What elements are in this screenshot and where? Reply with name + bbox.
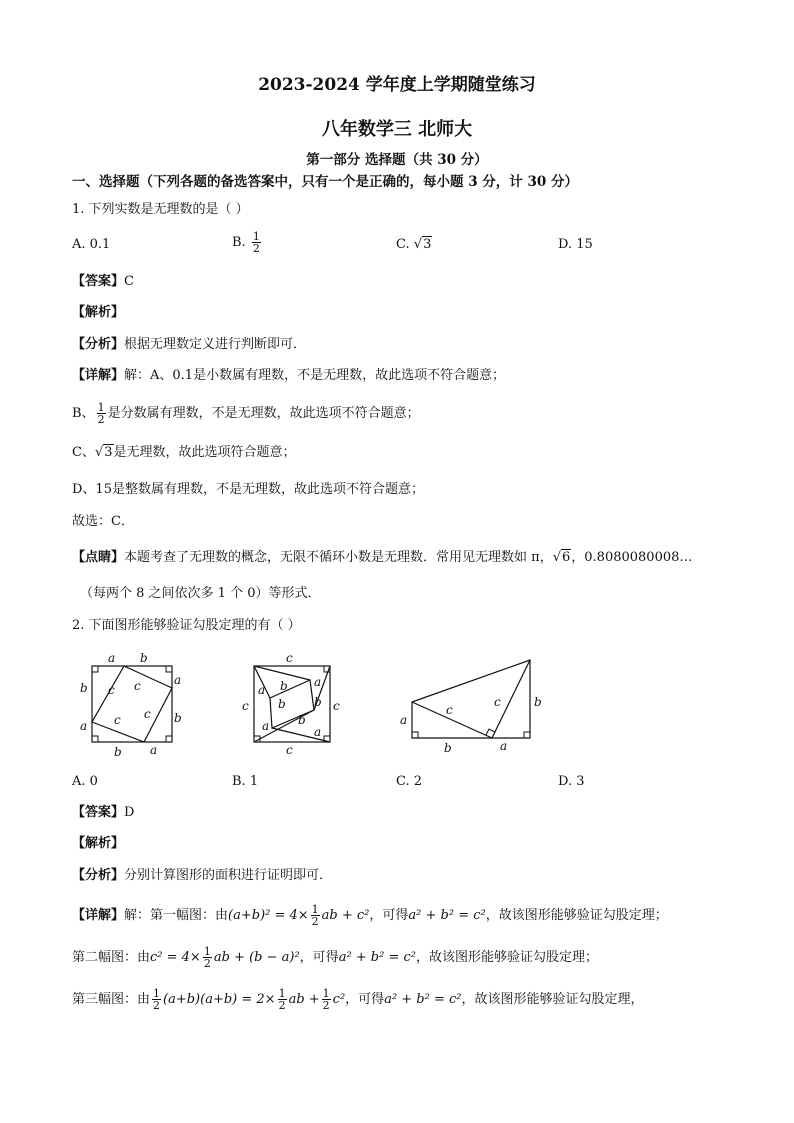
q1-choose: 故选：C． (72, 514, 134, 529)
fig2-label-a2: a (314, 675, 322, 689)
q2-option-c: C. 2 (396, 774, 423, 789)
q1-jiexi: 【解析】 (72, 305, 125, 320)
answer-value: C (124, 274, 134, 289)
fig2-label-a1: a (258, 683, 266, 697)
figure-1-square (76, 650, 188, 760)
fraction-one-half: $\frac{1}{2}$ (153, 987, 161, 1012)
q1-option-c (396, 237, 432, 252)
q1-detail-2: B、 $\frac{1}{2}$ 是分数属有理数，不是无理数，故此选项不符合题意； (72, 401, 420, 426)
fig3-label-b-right: b (534, 695, 542, 709)
q2-option-b: B. 1 (232, 774, 259, 789)
fig1-label-c4: c (144, 707, 151, 721)
q1-option-d: D. 15 (558, 237, 593, 252)
q2-detail-1: 【详解】解：第一幅图：由(a+b)² = 4× $\frac{1}{2}$ ab + c²，可得a² + b² = c²，故该图形能够验证勾股定理； (72, 903, 668, 928)
fig1-label-c1: c (108, 683, 115, 697)
fig1-label-b-top: b (140, 651, 148, 665)
q2-fenxi: 【分析】分别计算图形的面积进行证明即可． (72, 868, 333, 883)
q1-answer (72, 274, 134, 290)
fig2-label-c-right: c (333, 699, 340, 713)
q1-detail-1: 【详解】解：A、0.1是小数属有理数，不是无理数，故此选项不符合题意； (72, 368, 506, 383)
fig2-label-b1: b (280, 679, 288, 693)
fig3-label-c1: c (446, 703, 453, 717)
page-title: 2023-2024 学年度上学期随堂练习 (258, 75, 536, 95)
fig2-label-b2: b (314, 695, 322, 709)
fraction-one-half: $\frac{1}{2}$ (311, 903, 319, 928)
fig2-label-c-bottom: c (286, 743, 293, 757)
answer-tag: 【答案】 (72, 274, 125, 289)
fig1-label-a-right: a (174, 673, 182, 687)
q1-dianjing-2: （每两个 8 之间依次多 1 个 0）等形式． (80, 586, 321, 601)
part-heading: 第一部分 选择题（共 30 分） (306, 152, 488, 168)
q2-option-d: D. 3 (558, 774, 585, 789)
q2-jiexi: 【解析】 (72, 836, 125, 851)
fraction-one-half: $\frac{1}{2}$ (97, 401, 105, 426)
q1-option-b-prefix: B. (232, 235, 246, 250)
fig1-label-b-bottom: b (114, 745, 122, 759)
fig3-label-a-left: a (400, 713, 408, 727)
q2-option-a: A. 0 (72, 774, 98, 789)
fig3-label-c2: c (494, 695, 501, 709)
sqrt-3: √3 (413, 237, 432, 252)
fig2-label-c-left: c (242, 699, 249, 713)
fig1-label-a-left: a (80, 719, 88, 733)
fig1-label-c3: c (114, 713, 121, 727)
fraction-one-half: $\frac{1}{2}$ (252, 230, 260, 255)
figure-3-trapezoid (396, 654, 546, 758)
fig1-label-b-left: b (80, 681, 88, 695)
fraction-one-half: $\frac{1}{2}$ (203, 945, 211, 970)
figure-2-square (240, 650, 344, 760)
sqrt-3: √3 (94, 445, 113, 460)
fig1-label-a-bottom: a (150, 743, 158, 757)
section-heading: 一、选择题（下列各题的备选答案中，只有一个是正确的，每小题 3 分，计 30 分） (72, 174, 578, 190)
q1-option-b (232, 231, 263, 254)
fig1-label-b-right: b (174, 711, 182, 725)
fig3-label-b-bottom: b (444, 741, 452, 755)
fig3-label-a-bottom: a (500, 739, 508, 753)
q2-detail-2: 第二幅图：由c² = 4× $\frac{1}{2}$ ab + (b − a)²，可得a² + b² = c²，故该图形能够验证勾股定理； (72, 945, 599, 970)
fig1-label-c2: c (134, 679, 141, 693)
fig1-label-a-top: a (108, 651, 116, 665)
sqrt-6: √6 (552, 550, 571, 565)
fig2-label-b4: b (298, 713, 306, 727)
q2-answer: 【答案】D (72, 805, 135, 820)
q1-stem: 1. 下列实数是无理数的是（ ） (72, 202, 249, 217)
q1-fenxi: 【分析】根据无理数定义进行判断即可． (72, 337, 307, 352)
fig2-label-b3: b (278, 697, 286, 711)
q1-option-c-prefix: C. (396, 237, 410, 252)
q1-detail-3: C、√3是无理数，故此选项符合题意； (72, 445, 296, 460)
fig2-label-a3: a (262, 719, 270, 733)
fig2-label-c-top: c (286, 651, 293, 665)
q2-stem: 2. 下面图形能够验证勾股定理的有（ ） (72, 618, 301, 633)
page-subtitle: 八年数学三 北师大 (321, 119, 473, 140)
fig2-label-a4: a (314, 725, 322, 739)
fraction-one-half: $\frac{1}{2}$ (278, 987, 286, 1012)
q1-detail-4: D、15是整数属有理数，不是无理数，故此选项不符合题意； (72, 482, 424, 497)
q2-detail-3: 第三幅图：由 $\frac{1}{2}$ (a+b)(a+b) = 2× $\frac{1}{2}$ ab + $\frac{1}{2}$ c²，可得a² + b² = c²，故该图形能够验证勾股定理， (72, 987, 644, 1012)
q1-dianjing: 【点睛】本题考查了无理数的概念，无限不循环小数是无理数．常用见无理数如 π，√6，0.8080080008… (72, 550, 693, 565)
fraction-one-half: $\frac{1}{2}$ (322, 987, 330, 1012)
q1-option-a: A. 0.1 (72, 237, 111, 252)
